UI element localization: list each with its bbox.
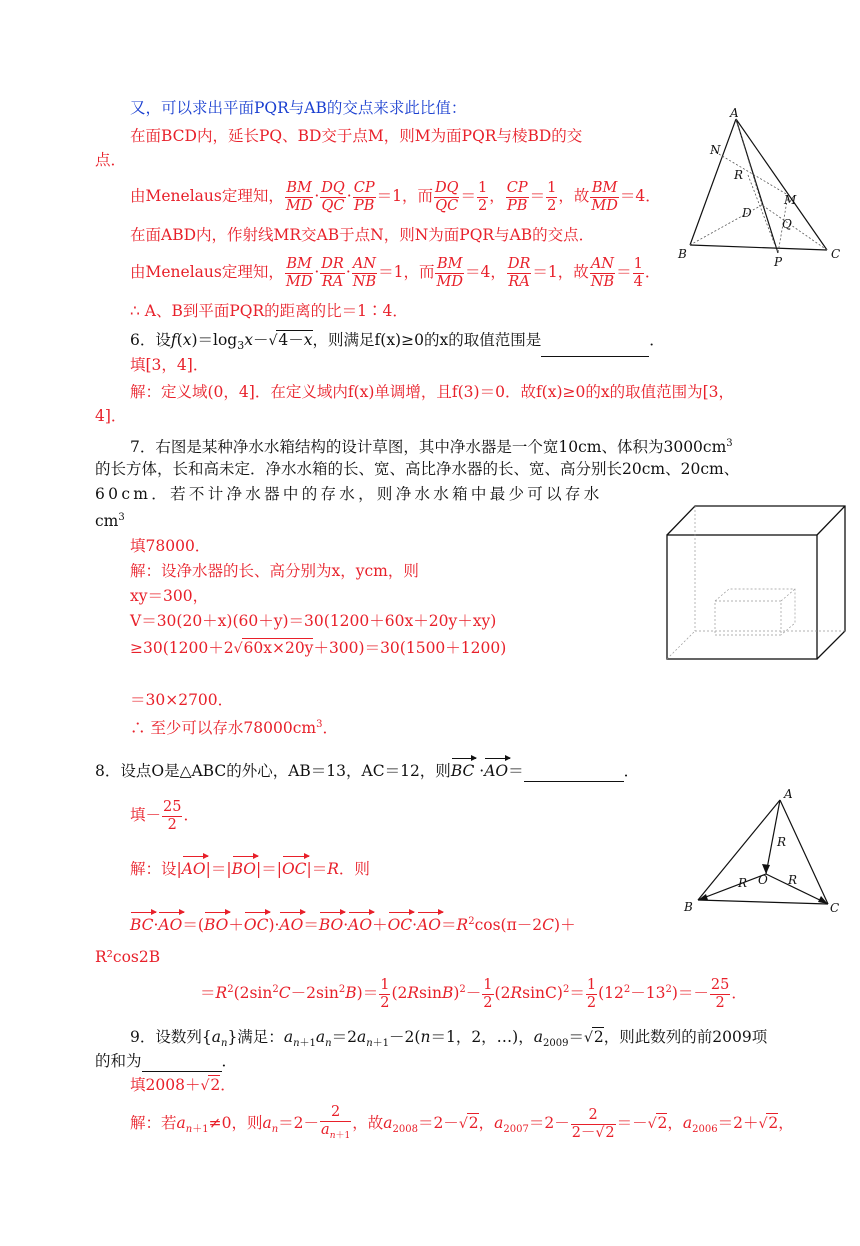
solution-7-line-6: ∴ 至少可以存水$78000cm^3$． (130, 719, 339, 738)
question-7-line-3: 60cm．若不计净水器中的存水，则净水水箱中最少可以存水 (95, 485, 603, 503)
label-a: A (730, 106, 739, 120)
label-r: R (734, 168, 744, 182)
label-c: C (830, 901, 840, 915)
label-p: P (774, 255, 783, 269)
solution-8-line-4: $=R^2(2\sin^2C-2\sin^2B)=$ $\frac{1}{2}$ $(2RsinB)^2-$ $\frac{1}{2}$ $(2RsinC)^2=$ $\frac{1}{2}$ $(12^2-13^2)=-$ $\frac{25}{2}$ ． (200, 976, 747, 1011)
solution-6-line-2: 4]． (95, 407, 127, 425)
question-7-line-2: 的长方体，长和高未定．净水水箱的长、宽、高比净水器的长、宽、高分别长20cm、20cm、 (95, 460, 740, 478)
conclusion-line: ∴ A、B到平面PQR的距离的比＝1∶4． (130, 302, 408, 320)
solution-7-line-3: V＝30(20＋x)(60＋y)＝30(1200＋60x＋20y＋xy) (130, 612, 497, 630)
answer-6: 填[3，4]． (130, 356, 209, 374)
question-7-line-4: $cm^3$ (95, 512, 125, 531)
label-m: M (784, 193, 797, 207)
tetrahedron-figure (670, 105, 850, 270)
solution-7-line-5: ＝30×2700． (130, 691, 234, 709)
label-o: O (758, 873, 768, 887)
water-tank-figure (665, 503, 850, 663)
menelaus-line-1: 由Menelaus定理知， $\frac{BM}{MD}$ · $\frac{DQ}{QC}$ · $\frac{CP}{PB}$ ＝1，而 $\frac{DQ}{QC}$ ＝ $\frac{1}{2}$ ， $\frac{CP}{PB}$ ＝ $\frac{1}{2}$ ，故 $\frac{BM}{MD}$ ＝4． (130, 179, 661, 214)
text-line: 点． (95, 151, 127, 169)
solution-6-line-1: 解：定义域(0，4]．在定义域内f(x)单调增，且f(3)＝0．故f(x)≥0的x的取值范围为[3， (130, 383, 735, 401)
solution-7-line-1: 解：设净水器的长、高分别为x，ycm，则 (130, 562, 419, 580)
question-8: 8．设点O是△ABC的外心，AB＝13，AC＝12，则BC ·AO＝ ． (95, 762, 640, 780)
answer-7: 填78000． (130, 537, 211, 555)
question-6: 6．设$f(x)=\log_3x-√4-x$，则满足f(x)≥0的x的取值范围是 ． (130, 329, 665, 357)
label-r: R (788, 873, 798, 887)
text-line: 在面ABD内，作射线MR交AB于点N，则N为面PQR与AB的交点． (130, 226, 595, 244)
label-a: A (784, 787, 793, 801)
solution-7-line-4: ≥30(1200＋2√60x×20y＋300)＝30(1500＋1200) (130, 639, 507, 657)
question-9-line-1: 9．设数列$\{a_n\}$满足：$a_{n+1}a_n=2a_{n+1}-2(n=1$，2，…)，$a_{2009}=√2$，则此数列的前2009项 (130, 1028, 768, 1050)
solution-8-line-1: 解：设|AO|＝|BO|＝|OC|＝R．则 (130, 860, 370, 878)
label-b: B (678, 247, 687, 261)
solution-7-line-2: xy＝300， (130, 587, 209, 605)
label-b: B (684, 900, 693, 914)
solution-8-line-3: R²cos2B (95, 948, 161, 966)
label-r: R (738, 876, 748, 890)
question-7-line-1: 7．右图是某种净水水箱结构的设计草图，其中净水器是一个宽10cm、体积为$3000cm^3$ (130, 438, 733, 457)
solution-8-line-2: $BC\cdot AO=(BO+OC)\cdot AO=BO\cdot AO+OC\cdot AO=R^2\cos(\pi-2C)+$ (130, 916, 576, 935)
menelaus-line-2: 由Menelaus定理知， $\frac{BM}{MD}$ · $\frac{DR}{RA}$ · $\frac{AN}{NB}$ ＝1，而 $\frac{BM}{MD}$ ＝4， $\frac{DR}{RA}$ ＝1，故 $\frac{AN}{NB}$ ＝ $\frac{1}{4}$ ． (130, 255, 661, 290)
text-line: 在面BCD内，延长PQ、BD交于点M，则M为面PQR与棱BD的交 (130, 127, 583, 145)
label-q: Q (782, 217, 792, 231)
circumcenter-figure (680, 784, 850, 919)
label-r: R (777, 835, 787, 849)
label-n: N (710, 143, 721, 157)
intro-line: 又，可以求出平面PQR与AB的交点来求此比值： (130, 99, 467, 117)
solution-9-line-1: 解：若$a_{n+1}\ne 0$，则$a_n=2-$ $\frac{2}{a_{n+1}}$ ，故$a_{2008}=2-√2$，$a_{2007}=2-$ $\frac{2}{2-√2}$ ＝－√2，$a_{2006}=2+√2$， (130, 1103, 794, 1141)
answer-9: 填2008＋√2． (130, 1076, 236, 1094)
label-c: C (831, 247, 841, 261)
question-9-line-2: 的和为 ． (95, 1052, 238, 1070)
label-d: D (742, 206, 752, 220)
answer-8: 填－ $\frac{25}{2}$ ． (130, 798, 199, 833)
